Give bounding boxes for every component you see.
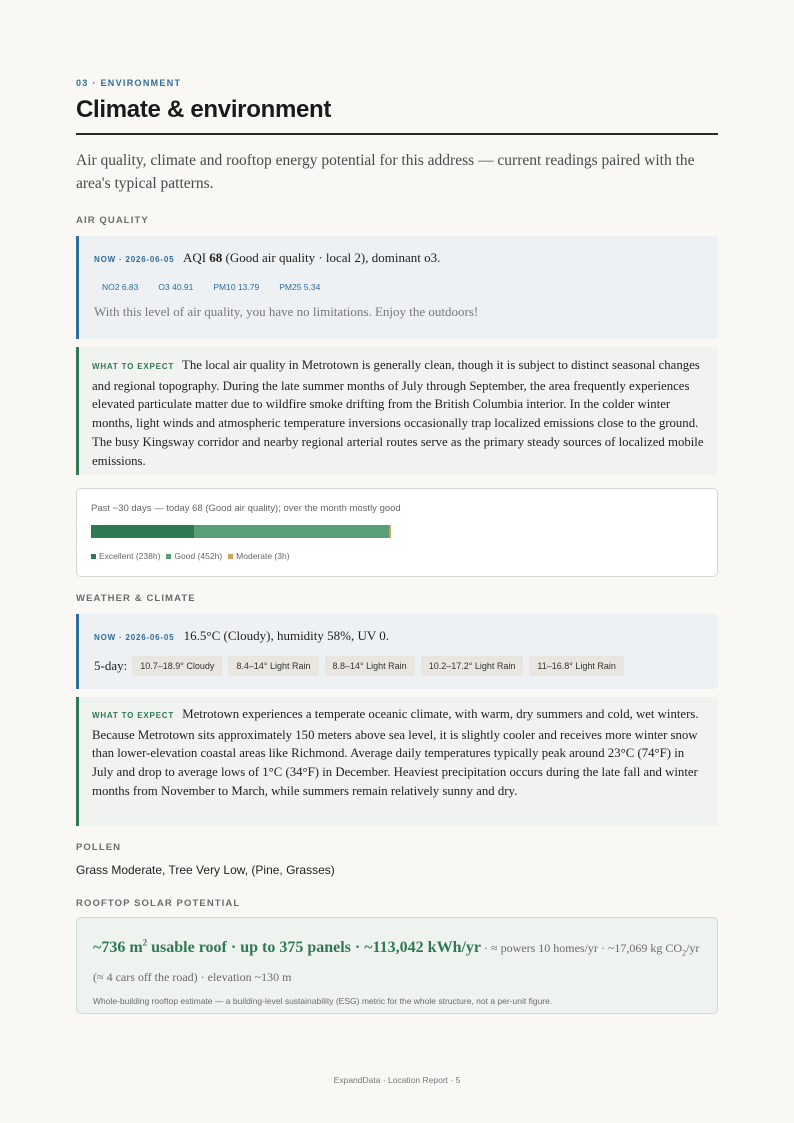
solar-summary <box>93 932 701 989</box>
air-quality-now-line <box>94 250 703 266</box>
solar-card <box>76 917 718 1014</box>
legend-swatch <box>91 554 96 559</box>
impact-text: · ≈ powers 10 homes/yr · ~17,069 kg CO <box>481 941 683 956</box>
legend-item <box>228 551 289 561</box>
aqi-history-card <box>76 488 718 577</box>
aqi-history-legend <box>91 551 296 561</box>
weather-now-line <box>94 628 703 644</box>
weather-heading: WEATHER & CLIMATE <box>76 593 196 604</box>
aqi-history-segment <box>389 525 391 538</box>
now-tag: NOW · 2026-06-05 <box>94 255 175 264</box>
legend-item <box>91 551 160 561</box>
weather-now-text: 16.5°C (Cloudy), humidity 58%, UV 0. <box>183 628 390 643</box>
title-divider <box>76 133 718 135</box>
impact-text-cont: /yr (≈ 4 cars off the road) · elevation ~130 m <box>93 941 700 984</box>
forecast-day-5: 11–16.8° Light Rain <box>529 656 624 676</box>
weather-expect-text: Metrotown experiences a temperate oceanic climate, with warm, dry summers and cold, wet winters. Because Metrotown sits approximately 150 meters above sea level, it is slightly cooler and receives more winter snow than lower-elevation coastal areas like Richmond. Average daily temperatures typically peak around 23°C (74°F) in July and drop to average lows of 1°C (34°F) in December. Heaviest precipitation occurs during the late fall and winter months from November to March, while summers remain relatively sunny and dry. <box>92 707 699 798</box>
legend-label: Moderate (3h) <box>236 551 290 561</box>
pollen-heading: POLLEN <box>76 842 122 853</box>
pollen-summary: Grass Moderate, Tree Very Low, (Pine, Grasses) <box>76 863 335 877</box>
forecast-day-4: 10.2–17.2° Light Rain <box>421 656 524 676</box>
co2-subscript: 2 <box>682 948 687 958</box>
roof-area: ~736 m <box>93 939 143 957</box>
aqi-history-caption: Past ~30 days — today 68 (Good air quality); over the month mostly good <box>91 503 401 514</box>
air-quality-heading: AIR QUALITY <box>76 215 149 226</box>
pollutant-no2: NO2 6.83 <box>102 282 139 292</box>
section-intro: Air quality, climate and rooftop energy potential for this address — current readings paired with the area's typical patterns. <box>76 152 695 192</box>
forecast-day-1: 10.7–18.9° Cloudy <box>132 656 222 676</box>
solar-output: usable roof · up to 375 panels · ~113,042 kWh/yr <box>147 939 482 957</box>
expect-tag: WHAT TO EXPECT <box>92 362 175 371</box>
legend-item <box>166 551 222 561</box>
legend-swatch <box>228 554 233 559</box>
expect-tag: WHAT TO EXPECT <box>92 711 175 720</box>
solar-note: Whole-building rooftop estimate — a building-level sustainability (ESG) metric for the whole structure, not a per-unit figure. <box>93 995 553 1006</box>
legend-label: Excellent (238h) <box>99 551 161 561</box>
air-quality-now-card <box>76 236 718 339</box>
forecast-label: 5-day: <box>94 658 128 673</box>
section-eyebrow: 03 · ENVIRONMENT <box>76 78 182 88</box>
unit-superscript: 2 <box>142 938 148 948</box>
pollutant-pm10: PM10 13.79 <box>213 282 260 292</box>
pollutant-o3: O3 40.91 <box>158 282 194 292</box>
forecast-day-2: 8.4–14° Light Rain <box>228 656 318 676</box>
forecast-day-3: 8.8–14° Light Rain <box>325 656 415 676</box>
pollutant-pm25: PM25 5.34 <box>279 282 321 292</box>
legend-label: Good (452h) <box>174 551 223 561</box>
weather-now-card <box>76 614 718 689</box>
aqi-history-bar <box>91 525 391 538</box>
aqi-prefix: AQI <box>182 250 207 265</box>
aqi-history-segment <box>91 525 194 538</box>
page-footer: ExpandData · Location Report · 5 <box>333 1075 461 1085</box>
legend-swatch <box>166 554 171 559</box>
page-title: Climate & environment <box>76 96 332 123</box>
air-quality-expect-text: The local air quality in Metrotown is generally clean, though it is subject to distinct seasonal changes and regional topography. During the late summer months of July through September, the area frequently experiences elevated particulate matter due to wildfire smoke drifting from the British Columbia interior. In the colder winter months, light winds and atmospheric temperature inversions occasionally trap localized emissions close to the ground. The busy Kingsway corridor and nearby regional arterial routes serve as the primary steady sources of localized mobile emissions. <box>92 358 704 468</box>
solar-heading: ROOFTOP SOLAR POTENTIAL <box>76 898 241 909</box>
aqi-description: (Good air quality · local 2), dominant o3. <box>225 250 441 265</box>
now-tag: NOW · 2026-06-05 <box>94 633 175 642</box>
air-quality-expectation <box>76 347 718 475</box>
aqi-history-segment <box>194 525 389 538</box>
aqi-value: 68 <box>209 250 223 265</box>
solar-headline <box>93 939 481 956</box>
forecast-row <box>94 656 703 676</box>
air-quality-advice: With this level of air quality, you have no limitations. Enjoy the outdoors! <box>94 304 479 319</box>
weather-expectation <box>76 697 718 826</box>
pollutant-list <box>94 282 703 292</box>
